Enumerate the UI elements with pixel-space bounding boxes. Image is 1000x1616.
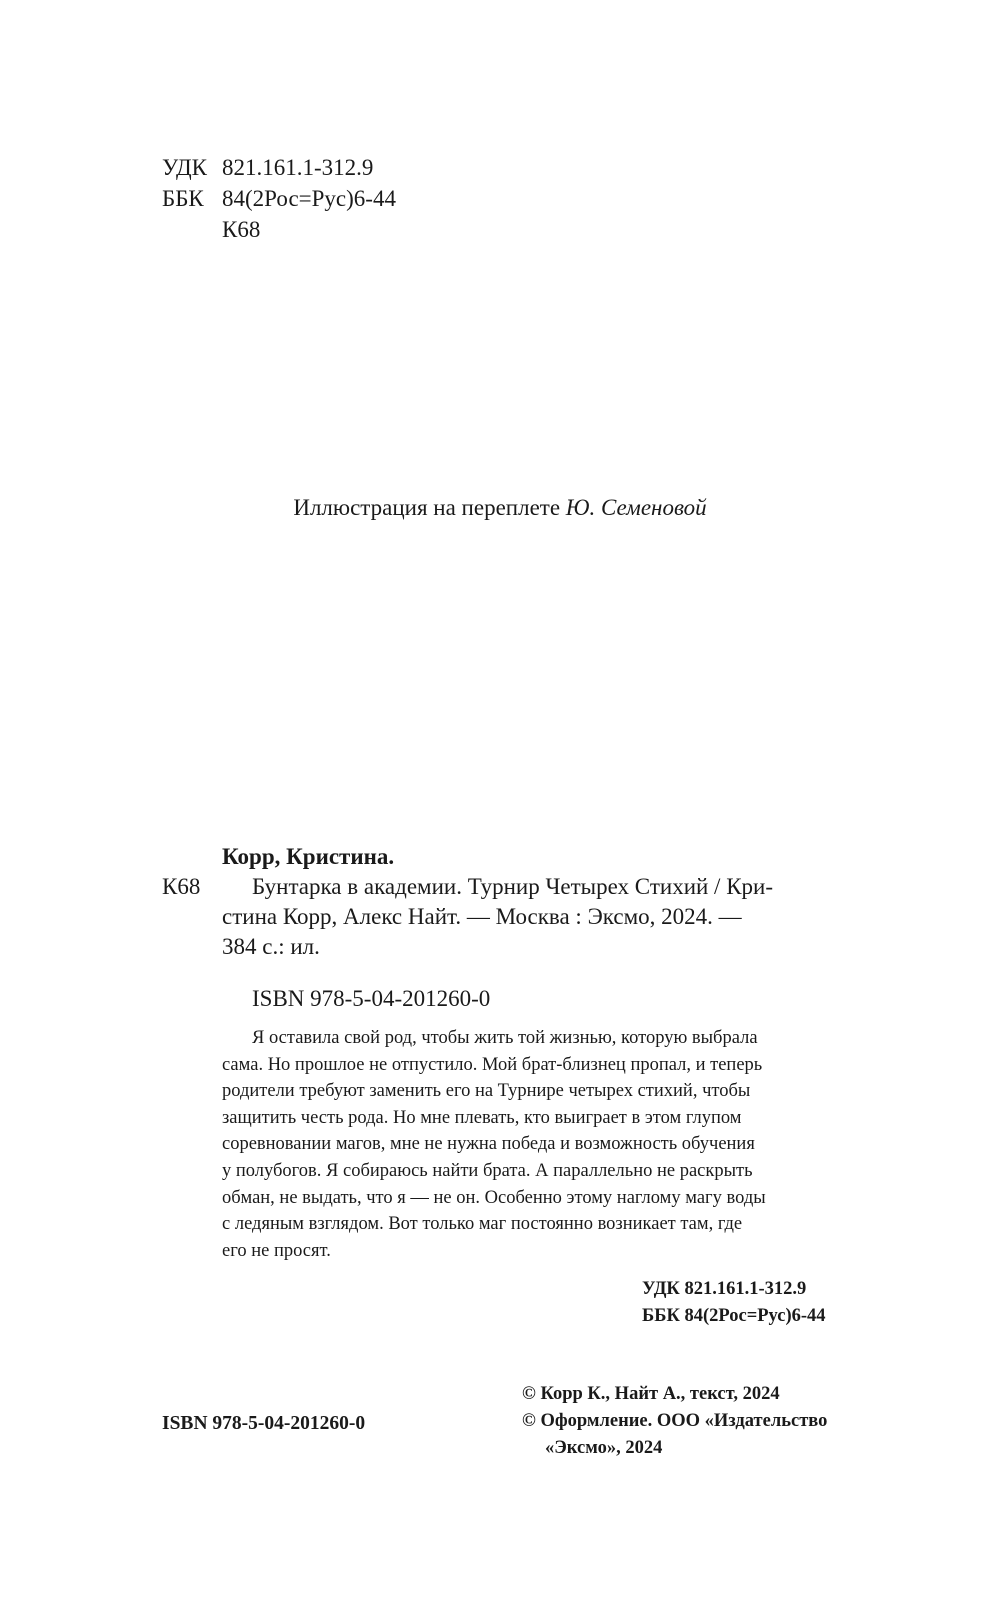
udk-value: 821.161.1-312.9 xyxy=(222,155,374,180)
annotation-line: у полубогов. Я собираюсь найти брата. А параллельно не раскрыть xyxy=(222,1160,753,1181)
annotation-line: обман, не выдать, что я — не он. Особенно этому наглому магу воды xyxy=(222,1187,766,1208)
annotation-line: сама. Но прошлое не отпустило. Мой брат-близнец пропал, и теперь xyxy=(222,1054,763,1075)
record-cutter: К68 xyxy=(162,874,201,899)
copyright-publisher: «Эксмо», 2024 xyxy=(545,1438,663,1458)
record-line-2: стина Корр, Алекс Найт. — Москва : Эксмо, 2024. — xyxy=(222,904,742,929)
bbk-value: 84(2Рос=Рус)6-44 xyxy=(222,186,396,211)
book-annotation xyxy=(222,1025,877,1264)
isbn-bottom: ISBN 978-5-04-201260-0 xyxy=(162,1413,366,1434)
record-line-3: 384 с.: ил. xyxy=(222,934,320,959)
bottom-bbk: ББК 84(2Рос=Рус)6-44 xyxy=(642,1306,826,1326)
record-line-1: Бунтарка в академии. Турнир Четырех Стихий / Кри- xyxy=(252,874,774,899)
record-isbn: ISBN 978-5-04-201260-0 xyxy=(252,986,491,1011)
annotation-line: с ледяным взглядом. Вот только маг постоянно возникает там, где xyxy=(222,1214,743,1235)
author-heading: Корр, Кристина. xyxy=(222,844,395,869)
annotation-line: защитить честь рода. Но мне плевать, кто выиграет в этом глупом xyxy=(222,1107,742,1128)
illustration-prefix: Иллюстрация на переплете xyxy=(293,495,561,520)
bbk-label: ББК xyxy=(162,186,204,211)
copyright-text: © Корр К., Найт А., текст, 2024 xyxy=(522,1384,780,1404)
copyright-design: © Оформление. ООО «Издательство xyxy=(522,1411,828,1431)
annotation-line: соревновании магов, мне не нужна победа и возможность обучения xyxy=(222,1134,755,1155)
illustration-artist: Ю. Семеновой xyxy=(565,495,707,520)
annotation-line: его не просят. xyxy=(222,1240,331,1261)
udk-label: УДК xyxy=(162,155,207,180)
annotation-line: Я оставила свой род, чтобы жить той жизнью, которую выбрала xyxy=(252,1028,758,1048)
illustration-credit xyxy=(0,493,1000,523)
annotation-line: родители требуют заменить его на Турнире четырех стихий, чтобы xyxy=(222,1081,751,1102)
author-cutter-top: К68 xyxy=(222,217,261,242)
bottom-udk: УДК 821.161.1-312.9 xyxy=(642,1279,807,1299)
